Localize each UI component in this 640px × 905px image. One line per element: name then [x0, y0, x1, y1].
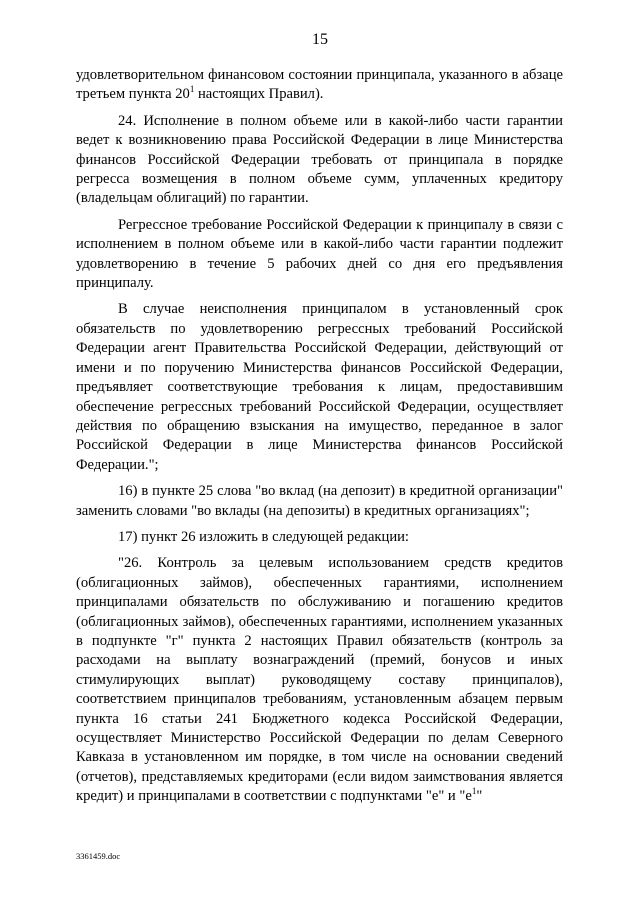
paragraph-non-fulfillment: В случае неисполнения принципалом в установленный срок обязательств по удовлетворению регрессных требований Российской Федерации агент Правительства Российской Федерации, действующий от имени и по поручению Министерства финансов Российской Федерации, предъявляет соответствующие требования к лицам, предоставившим обеспечение регрессных требований Российской Федерации, осуществляет действия по обращению взыскания на имущество, переданное в залог Российской Федерации в лице Министерства финансов Российской Федерации."; [76, 301, 563, 473]
document-body [76, 66, 563, 807]
paragraph-clause-24: 24. Исполнение в полном объеме или в какой-либо части гарантии ведет к возникновению права Российской Федерации в лице Министерства финансов Российской Федерации требовать от принципала в порядке регресса возмещения в полном объеме сумм, уплаченных кредитору (владельцам облигаций) по гарантии. [76, 112, 563, 207]
file-name-footer: 3361459.doc [76, 851, 121, 861]
paragraph-tail: " [476, 788, 483, 805]
paragraph-item-16: 16) в пункте 25 слова "во вклад (на депозит) в кредитной организации" заменить словами "во вклады (на депозиты) в кредитных организациях"; [76, 483, 563, 519]
paragraph-regress-requirement: Регрессное требование Российской Федерации к принципалу в связи с исполнением в полном объеме или в какой-либо части гарантии подлежит удовлетворению в течение 5 рабочих дней со дня его предъявления принципалу. [76, 216, 563, 292]
page-number: 15 [312, 31, 328, 48]
paragraph-continuation [76, 66, 563, 105]
paragraph-item-17: 17) пункт 26 изложить в следующей редакции: [118, 528, 409, 545]
paragraph-tail: настоящих Правил). [194, 86, 324, 103]
paragraph-text: "26. Контроль за целевым использованием средств кредитов (облигационных займов), обеспеченных гарантиями, исполнением принципалами обязательств по обслуживанию и погашению кредитов (облигационных займов), обеспеченных гарантиями, исполнением указанных в подпункте "г" пункта 2 настоящих Правил обязательств (контроль за расходами на выплату вознаграждений (премий, бонусов и иных стимулирующих выплат) руководящему составу принципалов), соответствием принципалов требованиям, установленным абзацем первым пункта 16 статьи 241 Бюджетного кодекса Российской Федерации, осуществляет Министерство Российской Федерации по делам Северного Кавказа в установленном им порядке, в том числе на основании сведений (отчетов), представляемых кредиторами (если видом заимствования является кредит) и принципалами в соответствии с подпунктами "е" и "е [76, 555, 563, 805]
superscript: 1 [471, 786, 477, 797]
paragraph-text: удовлетворительном финансовом состоянии принципала, указанного в абзаце третьем пункта 20 [76, 67, 563, 103]
superscript: 1 [189, 84, 195, 95]
paragraph-clause-26 [76, 554, 563, 806]
